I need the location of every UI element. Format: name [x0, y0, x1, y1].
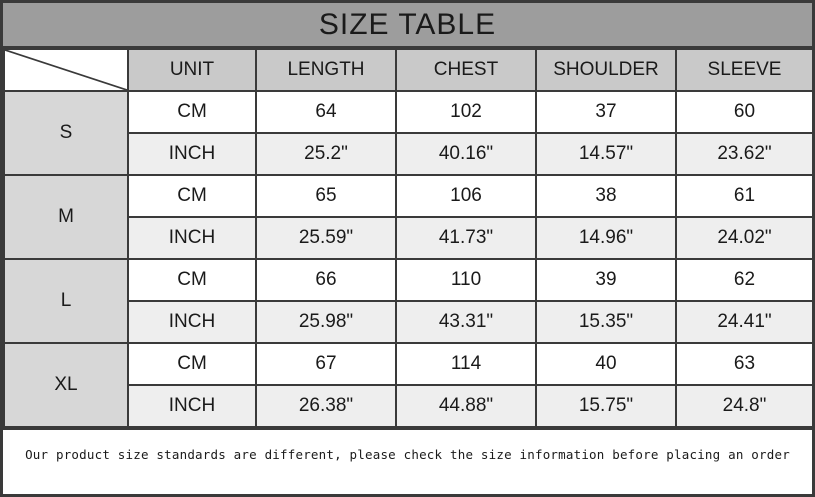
column-header-shoulder: SHOULDER	[536, 49, 676, 91]
cell-l-inch-sleeve: 24.41"	[676, 301, 813, 343]
cell-s-cm-sleeve: 60	[676, 91, 813, 133]
footer-note-text: Our product size standards are different, please check the size information before placing an order	[25, 446, 790, 462]
cell-xl-cm-shoulder: 40	[536, 343, 676, 385]
column-header-unit: UNIT	[128, 49, 256, 91]
cell-m-inch-length: 25.59"	[256, 217, 396, 259]
cell-s-cm-chest: 102	[396, 91, 536, 133]
table-row	[4, 343, 813, 385]
cell-m-cm-length: 65	[256, 175, 396, 217]
footer-note	[3, 428, 812, 478]
table-header-row	[4, 49, 813, 91]
table-row	[4, 259, 813, 301]
table-row	[4, 175, 813, 217]
cell-xl-inch-chest: 44.88"	[396, 385, 536, 427]
unit-label-cm: CM	[128, 175, 256, 217]
cell-m-cm-shoulder: 38	[536, 175, 676, 217]
cell-m-cm-chest: 106	[396, 175, 536, 217]
cell-l-inch-shoulder: 15.35"	[536, 301, 676, 343]
cell-m-inch-shoulder: 14.96"	[536, 217, 676, 259]
cell-xl-cm-chest: 114	[396, 343, 536, 385]
column-header-length: LENGTH	[256, 49, 396, 91]
cell-l-cm-length: 66	[256, 259, 396, 301]
cell-l-cm-chest: 110	[396, 259, 536, 301]
cell-l-inch-chest: 43.31"	[396, 301, 536, 343]
size-label-xl: XL	[4, 343, 128, 427]
diagonal-slash-icon	[5, 50, 127, 90]
document-title-bar	[3, 3, 812, 48]
cell-s-cm-shoulder: 37	[536, 91, 676, 133]
column-header-chest: CHEST	[396, 49, 536, 91]
size-label-l: L	[4, 259, 128, 343]
unit-label-cm: CM	[128, 259, 256, 301]
unit-label-inch: INCH	[128, 217, 256, 259]
cell-s-inch-shoulder: 14.57"	[536, 133, 676, 175]
unit-label-cm: CM	[128, 343, 256, 385]
cell-m-cm-sleeve: 61	[676, 175, 813, 217]
table-row	[4, 91, 813, 133]
cell-s-inch-sleeve: 23.62"	[676, 133, 813, 175]
unit-label-inch: INCH	[128, 133, 256, 175]
cell-s-cm-length: 64	[256, 91, 396, 133]
cell-xl-inch-shoulder: 15.75"	[536, 385, 676, 427]
page-title: SIZE TABLE	[318, 7, 497, 41]
column-header-sleeve: SLEEVE	[676, 49, 813, 91]
cell-l-cm-sleeve: 62	[676, 259, 813, 301]
size-label-m: M	[4, 175, 128, 259]
corner-cell	[4, 49, 128, 91]
cell-xl-cm-length: 67	[256, 343, 396, 385]
unit-label-inch: INCH	[128, 301, 256, 343]
cell-m-inch-sleeve: 24.02"	[676, 217, 813, 259]
cell-l-inch-length: 25.98"	[256, 301, 396, 343]
unit-label-cm: CM	[128, 91, 256, 133]
size-chart-table	[3, 48, 814, 428]
cell-xl-inch-length: 26.38"	[256, 385, 396, 427]
cell-s-inch-length: 25.2"	[256, 133, 396, 175]
cell-xl-cm-sleeve: 63	[676, 343, 813, 385]
cell-l-cm-shoulder: 39	[536, 259, 676, 301]
unit-label-inch: INCH	[128, 385, 256, 427]
size-label-s: S	[4, 91, 128, 175]
cell-s-inch-chest: 40.16"	[396, 133, 536, 175]
cell-xl-inch-sleeve: 24.8"	[676, 385, 813, 427]
cell-m-inch-chest: 41.73"	[396, 217, 536, 259]
